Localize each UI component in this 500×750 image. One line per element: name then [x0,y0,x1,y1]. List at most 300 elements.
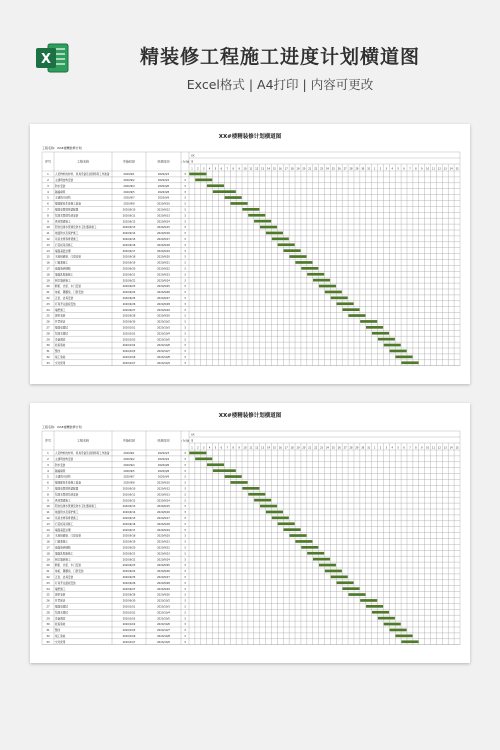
task-name: 石膏板吊顶施工 [55,522,74,526]
task-end: 2020/9/10 [157,481,170,485]
task-no: 28 [46,332,50,336]
day-label: 20 [302,167,306,171]
task-days: 3 [184,273,186,277]
task-end: 2020/10/3 [157,605,170,609]
gantt-bar [242,208,259,211]
task-no: 8 [47,214,49,218]
task-name: 门窗套施工 [55,261,68,265]
task-name: 门窗套施工 [55,540,68,544]
task-days: 3 [184,522,186,526]
gantt-bar [266,232,283,235]
task-no: 22 [46,296,50,300]
task-start: 2020/9/24 [122,570,136,574]
task-name: 地面防水及保护施工 [55,511,79,515]
task-end: 2020/9/27 [157,575,170,579]
task-end: 2020/9/27 [157,296,170,300]
task-name: 整改 [55,350,61,354]
task-name: 强弱电调试 [55,326,68,330]
task-no: 27 [46,326,50,330]
gantt-bar [278,243,295,246]
day-label: 13 [443,446,447,450]
gantt-bar [360,599,377,602]
task-days: 3 [184,326,186,330]
task-days: 3 [184,469,186,473]
task-no: 18 [46,273,50,277]
task-end: 2020/9/8 [157,469,170,473]
task-start: 2020/9/11 [122,214,136,218]
date-group-year: XX [191,154,195,158]
task-name: 墙纸施工 [55,587,66,591]
gantt-bar [395,356,412,359]
task-end: 2020/9/15 [157,505,170,509]
task-no: 29 [46,338,50,342]
task-start: 2020/9/27 [122,587,136,591]
task-start: 2020/10/5 [122,350,136,354]
task-name: 竣工验收 [55,355,66,359]
day-label: 13 [443,167,447,171]
day-label: 21 [308,446,312,450]
task-end: 2020/9/4 [157,178,170,182]
gantt-bar [284,528,301,531]
task-start: 2020/9/10 [122,208,136,212]
task-end: 2020/9/13 [157,493,170,497]
day-label: 24 [325,446,329,450]
task-start: 2020/9/5 [123,190,135,194]
task-end: 2020/10/4 [157,611,170,615]
day-label: 26 [337,446,341,450]
task-days: 3 [184,232,186,236]
task-days: 3 [184,611,186,615]
gantt-bar [331,576,348,579]
task-start: 2020/9/14 [122,232,136,236]
task-days: 3 [184,575,186,579]
task-start: 2020/10/1 [122,605,136,609]
day-label: 12 [255,167,259,171]
task-days: 3 [184,499,186,503]
gantt-bar [313,558,330,561]
gantt-bar [384,623,401,626]
day-label: 13 [261,167,265,171]
task-no: 22 [46,575,50,579]
task-name: 强弱电管道预留配置 [55,487,79,491]
task-days: 3 [184,190,186,194]
day-label: 24 [325,167,329,171]
day-label: 12 [437,167,441,171]
task-end: 2020/9/3 [157,452,170,456]
col-end-header: 结束时间 [157,159,170,164]
task-name: 地板、踢脚线、门套安装 [55,570,84,574]
day-label: 26 [337,167,341,171]
gantt-bar [195,458,212,461]
task-end: 2020/9/20 [157,534,170,538]
task-no: 3 [47,463,49,467]
task-days: 3 [184,261,186,265]
task-end: 2020/10/2 [157,320,170,324]
task-no: 1 [47,173,49,177]
gantt-bar [401,640,418,643]
day-label: 9 [238,446,240,450]
task-days: 3 [184,279,186,283]
task-no: 18 [46,552,50,556]
gantt-bar [372,332,389,335]
day-label: 5 [397,167,399,171]
task-no: 15 [46,534,50,538]
task-end: 2020/10/4 [157,332,170,336]
task-no: 4 [47,190,49,194]
day-label: 14 [267,446,271,450]
task-end: 2020/9/21 [157,540,170,544]
day-label: 19 [296,167,300,171]
task-name: 强弱电调试 [55,605,68,609]
task-days: 3 [184,208,186,212]
grid [42,431,460,645]
gantt-bar [331,297,348,300]
task-days: 3 [184,361,186,365]
task-start: 2020/10/3 [122,338,136,342]
task-name: 阳台给排水管道及防水卫生器具施工 [55,226,97,230]
task-end: 2020/9/19 [157,528,170,532]
task-start: 2020/9/10 [122,487,136,491]
gantt-bar [225,196,242,199]
day-label: 10 [243,167,247,171]
task-days: 3 [184,249,186,253]
task-start: 2020/9/19 [122,540,136,544]
task-no: 25 [46,593,50,597]
task-start: 2020/9/8 [123,202,135,206]
task-name: 主建筑结构安装 [55,178,74,182]
gantt-bar [401,361,418,364]
task-days: 3 [184,552,186,556]
task-days: 3 [184,344,186,348]
task-days: 3 [184,463,186,467]
task-start: 2020/9/16 [122,243,136,247]
task-start: 2020/9/18 [122,534,136,538]
task-no: 26 [46,599,50,603]
task-no: 3 [47,184,49,188]
col-start-header: 开始时间 [122,438,136,443]
task-no: 20 [46,285,50,289]
task-start: 2020/9/2 [123,457,135,461]
task-days: 3 [184,237,186,241]
task-end: 2020/10/9 [157,640,170,644]
task-start: 2020/10/4 [122,344,136,348]
col-task-header: 工程名称 [76,159,90,164]
task-end: 2020/9/14 [157,499,170,503]
day-label: 25 [331,167,335,171]
header [0,0,500,118]
task-start: 2020/9/4 [123,463,135,467]
task-name: 人员物料的材料、机具设备及到现场等工作准备 [55,173,110,177]
task-no: 27 [46,605,50,609]
gantt-bar [390,350,407,353]
day-label: 2 [379,446,382,450]
task-start: 2020/9/16 [122,522,136,526]
task-no: 4 [47,469,49,473]
day-label: 15 [455,167,459,171]
task-no: 19 [46,558,50,562]
day-label: 12 [255,446,259,450]
task-end: 2020/9/18 [157,522,170,526]
excel-icon [34,40,70,76]
task-days: 3 [184,296,186,300]
task-name: 开荒保洁 [55,599,66,603]
task-end: 2020/9/28 [157,581,170,585]
task-end: 2020/9/13 [157,214,170,218]
day-label: 28 [349,446,353,450]
task-name: 橱柜、衣柜、木门安装 [55,285,81,289]
task-name: 橱柜、衣柜、木门安装 [55,564,81,568]
gantt-bar [254,499,271,502]
task-no: 17 [46,546,50,550]
task-name: 厨卫墙砖施工 [55,279,71,283]
task-end: 2020/9/18 [157,243,170,247]
task-name: 检查验收 [55,344,66,348]
grid [42,152,460,366]
task-no: 25 [46,314,50,318]
day-label: 6 [403,446,405,450]
task-no: 1 [47,452,49,456]
task-name: 隔墙砌筑 [55,469,66,473]
day-label: 11 [249,167,253,171]
gantt-bar [319,564,336,567]
day-label: 6 [220,446,223,450]
gantt-bar [289,534,306,537]
task-days: 3 [184,314,186,318]
task-end: 2020/9/10 [157,202,170,206]
task-days: 3 [184,540,186,544]
gantt-bar [225,475,242,478]
gantt-bar [307,273,324,276]
date-group-month: 月 [191,160,194,164]
day-label: 30 [361,446,365,450]
task-days: 3 [184,528,186,532]
task-end: 2020/9/6 [157,184,170,188]
task-days: 3 [184,291,186,295]
task-name: 五金、洁具安装 [55,296,74,300]
task-start: 2020/9/5 [123,469,135,473]
task-days: 3 [184,267,186,271]
day-label: 12 [437,446,441,450]
gantt-bar [272,238,289,241]
task-name: 地面防水及保护施工 [55,232,79,236]
task-no: 24 [46,308,50,312]
task-no: 5 [47,475,49,479]
task-name: 隔墙砌筑 [55,190,66,194]
task-no: 31 [46,350,50,354]
task-no: 23 [46,302,50,306]
day-label: 15 [272,446,276,450]
day-label: 5 [214,446,217,450]
task-end: 2020/9/9 [157,475,170,479]
task-no: 11 [46,232,50,236]
task-no: 33 [46,640,50,644]
day-label: 6 [403,167,405,171]
task-name: 地面瓷砖铺贴 [55,267,71,271]
task-start: 2020/10/2 [122,332,136,336]
gantt-bar [301,546,318,549]
task-end: 2020/9/20 [157,255,170,259]
gantt-bar [260,226,277,229]
day-label: 4 [208,446,211,450]
task-start: 2020/9/22 [122,558,136,562]
task-name: 交付使用 [55,640,66,644]
task-end: 2020/9/30 [157,593,170,597]
gantt-bar [366,326,383,329]
day-label: 18 [290,446,294,450]
day-label: 13 [261,446,265,450]
task-name: 吊顶龙骨等骨架施工 [55,516,79,520]
task-no: 2 [47,178,49,182]
task-start: 2020/9/28 [122,314,136,318]
task-days: 3 [184,558,186,562]
task-no: 26 [46,320,50,324]
gantt-bar [207,463,224,466]
task-end: 2020/9/15 [157,226,170,230]
task-no: 11 [46,511,50,515]
task-start: 2020/10/6 [122,355,136,359]
task-no: 5 [47,196,49,200]
task-no: 13 [46,522,50,526]
task-days: 3 [184,184,186,188]
task-start: 2020/9/21 [122,273,136,277]
task-start: 2020/9/24 [122,291,136,295]
day-label: 3 [202,446,205,450]
task-name: 交付使用 [55,361,66,365]
gantt-bar [378,338,395,341]
task-days: 3 [184,481,186,485]
task-days: 3 [184,623,186,627]
gantt-bar [372,611,389,614]
day-label: 25 [331,446,335,450]
col-days-header: 工作天数 [180,439,190,443]
task-start: 2020/9/20 [122,267,136,271]
task-start: 2020/9/27 [122,308,136,312]
task-name: 强弱配电系统施工准备 [55,202,81,206]
task-end: 2020/10/7 [157,629,170,633]
gantt-bar [231,202,248,205]
task-start: 2020/9/4 [123,184,135,188]
day-label: 17 [284,446,288,450]
date-group-month: 月 [191,439,194,443]
task-no: 29 [46,617,50,621]
task-name: 防水安装 [55,184,66,188]
gantt-bar [284,249,301,252]
gantt-bar [378,617,395,620]
task-name: 吊顶龙骨等骨架施工 [55,237,79,241]
task-start: 2020/9/23 [122,564,136,568]
task-days: 3 [184,196,186,200]
task-end: 2020/10/5 [157,338,170,342]
task-no: 10 [46,505,50,509]
task-days: 3 [184,493,186,497]
day-label: 7 [409,446,411,450]
day-label: 31 [367,446,371,450]
task-end: 2020/9/8 [157,190,170,194]
task-end: 2020/9/22 [157,546,170,550]
task-end: 2020/9/4 [157,457,170,461]
gantt-bar [289,255,306,258]
task-end: 2020/9/29 [157,587,170,591]
task-end: 2020/9/26 [157,291,170,295]
task-start: 2020/9/1 [123,173,135,177]
task-days: 3 [184,487,186,491]
task-no: 21 [46,570,50,574]
task-no: 23 [46,581,50,585]
task-name: 开荒保洁 [55,320,66,324]
sheet-preview-2 [30,403,470,663]
task-no: 14 [46,249,50,253]
task-no: 9 [47,499,49,503]
task-name: 木地板铺装、门扇安装 [55,534,81,538]
gantt-bar [272,517,289,520]
col-days-header: 工作天数 [180,160,190,164]
day-label: 3 [385,446,388,450]
task-days: 3 [184,570,186,574]
task-days: 3 [184,640,186,644]
task-name: 供热管道施工 [55,220,71,224]
task-start: 2020/9/30 [122,320,136,324]
task-end: 2020/10/3 [157,326,170,330]
task-days: 3 [184,617,186,621]
task-name: 灯具开关面板安装 [55,581,76,585]
gantt-bar [337,581,354,584]
task-days: 3 [184,475,186,479]
task-days: 3 [184,605,186,609]
day-label: 19 [296,446,300,450]
task-start: 2020/9/13 [122,505,136,509]
task-end: 2020/10/5 [157,617,170,621]
sheet-preview-1 [30,124,470,384]
day-label: 5 [397,446,399,450]
task-days: 3 [184,581,186,585]
task-start: 2020/9/22 [122,279,136,283]
project-name: 工程名称：XX#楼精装修计划 [42,146,82,150]
day-label: 4 [208,167,211,171]
day-label: 3 [202,167,205,171]
day-label: 10 [243,446,247,450]
task-days: 3 [184,338,186,342]
task-start: 2020/9/12 [122,499,136,503]
date-group-year: XX [191,433,195,437]
task-name: 主建筑天结构 [55,475,71,479]
task-no: 14 [46,528,50,532]
task-name: 给排水管道系统安装 [55,214,79,218]
gantt-bar [301,267,318,270]
task-no: 20 [46,564,50,568]
task-no: 7 [47,208,49,212]
task-start: 2020/9/26 [122,302,136,306]
gantt-bar [325,570,342,573]
task-no: 33 [46,361,50,365]
task-days: 3 [184,593,186,597]
task-name: 阳台给排水管道及防水卫生器具施工 [55,505,97,509]
day-label: 21 [308,167,312,171]
task-start: 2020/9/1 [123,452,135,456]
day-label: 18 [290,167,294,171]
gantt-bar [348,593,365,596]
task-start: 2020/9/20 [122,546,136,550]
day-label: 8 [415,446,417,450]
task-start: 2020/9/2 [123,178,135,182]
task-end: 2020/9/28 [157,302,170,306]
day-label: 8 [232,167,234,171]
gantt-bar [213,190,236,193]
task-no: 15 [46,255,50,259]
task-end: 2020/9/12 [157,487,170,491]
task-no: 12 [46,516,50,520]
day-label: 20 [302,446,306,450]
task-no: 30 [46,344,50,348]
